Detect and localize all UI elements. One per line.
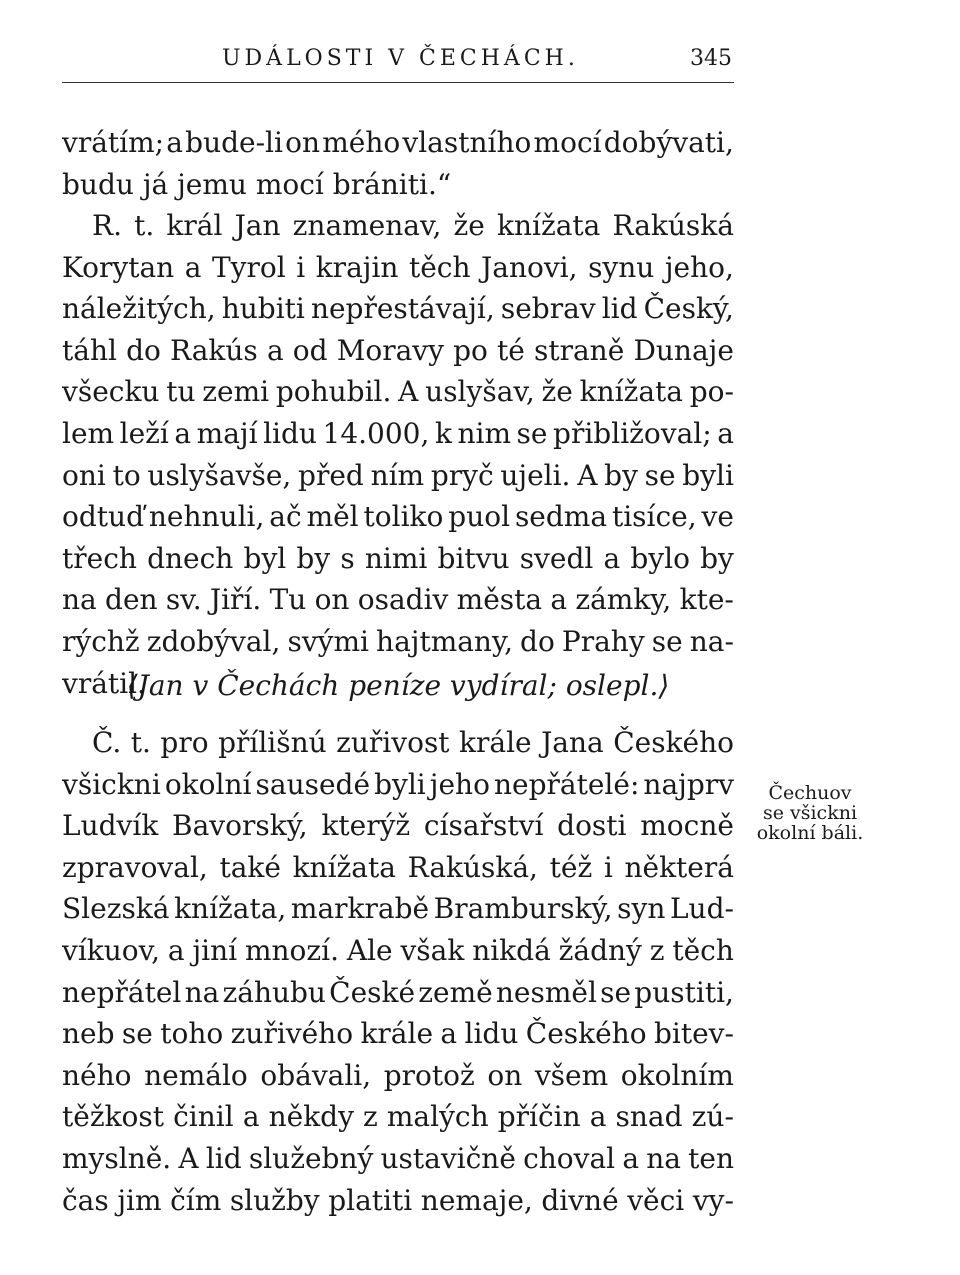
marginal-note-line: se všickni bbox=[762, 802, 858, 824]
text-line: všecku tu zemi pohubil. A uslyšav, že knížata po- bbox=[62, 375, 734, 409]
text-line: nepřátel na záhubu České země nesměl se pustiti, bbox=[62, 975, 734, 1009]
text-line: lem leží a mají lidu 14.000, k nim se přibližoval; a bbox=[62, 416, 734, 450]
text-line: na den sv. Jiří. Tu on osadiv města a zámky, kte- bbox=[62, 583, 734, 617]
page-number: 345 bbox=[690, 46, 732, 71]
text-line: neb se toho zuřivého krále a lidu Českého bitev- bbox=[62, 1017, 734, 1051]
text-line: Č. t. pro přílišnú zuřivost krále Jana Českého bbox=[92, 726, 734, 759]
paragraph-king-jan-campaign bbox=[62, 205, 734, 704]
text-line: náležitých, hubiti nepřestávají, sebrav lid Český, bbox=[62, 292, 734, 326]
text-line: oni to uslyšavše, před ním pryč ujeli. A by se byli bbox=[62, 458, 734, 492]
running-head: UDÁLOSTI V ČECHÁCH. bbox=[222, 46, 579, 71]
text-line: víkuov, a jiní mnozí. Ale však nikdá žádný z těch bbox=[62, 933, 734, 967]
marginal-note-line: okolní báli. bbox=[756, 822, 864, 844]
text-line: táhl do Rakús a od Moravy po té straně Dunaje bbox=[62, 333, 734, 367]
text-line: rýchž zdobýval, svými hajtmany, do Prahy se na- bbox=[62, 624, 734, 658]
marginal-note bbox=[740, 783, 880, 843]
text-line: Ludvík Bavorský, kterýž císařství dosti mocně bbox=[62, 809, 734, 843]
paragraph-continuation bbox=[62, 122, 734, 205]
text-line: Slezská knížata, markrabě Bramburský, syn Lud- bbox=[62, 892, 734, 926]
page-header bbox=[62, 44, 734, 84]
text-line: vrátil. bbox=[62, 666, 146, 700]
paragraph-neighbours bbox=[62, 722, 734, 1221]
text-line: těžkost činil a někdy z malých příčin a snad zú- bbox=[62, 1100, 734, 1134]
text-line: všickni okolní sausedé byli jeho nepřátelé: najprv bbox=[62, 767, 734, 801]
text-line: budu já jemu mocí brániti.“ bbox=[62, 167, 452, 201]
text-line: čas jim čím služby platiti nemaje, divné věci vy- bbox=[62, 1183, 734, 1217]
marginal-note-line: Čechuov bbox=[768, 782, 852, 804]
text-line: třech dnech byl by s nimi bitvu svedl a bylo by bbox=[62, 541, 734, 575]
text-line: zpravoval, také knížata Rakúská, též i některá bbox=[62, 850, 734, 884]
text-line: Korytan a Tyrol i krajin těch Janovi, synu jeho, bbox=[62, 250, 734, 284]
header-rule bbox=[62, 82, 734, 83]
text-line: R. t. král Jan znamenav, že knížata Rakúská bbox=[92, 209, 734, 242]
text-line: ného nemálo obávali, protož on všem okolním bbox=[62, 1058, 734, 1092]
text-line: myslně. A lid služebný ustavičně choval a na ten bbox=[62, 1141, 734, 1175]
section-heading: ⟨Jan v Čechách peníze vydíral; oslepl.⟩ bbox=[126, 669, 670, 702]
text-line: odtuď nehnuli, ač měl toliko puol sedma tisíce, ve bbox=[62, 500, 734, 534]
text-line: vrátím; a bude-li on mého vlastního mocí dobývati, bbox=[62, 126, 734, 159]
